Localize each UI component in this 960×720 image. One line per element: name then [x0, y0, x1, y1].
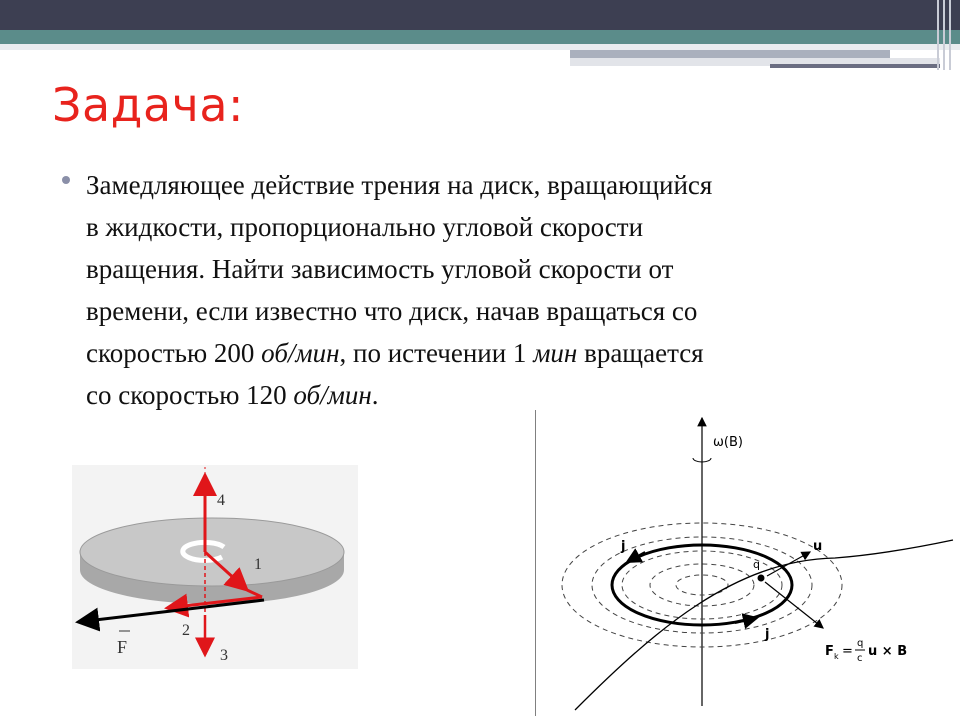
label-3: 3: [220, 647, 228, 664]
label-j-top: j: [621, 539, 626, 554]
j-arrow-top: [627, 552, 645, 562]
slide-title: Задача:: [52, 78, 245, 132]
formula-sub-k: k: [834, 652, 839, 661]
formula-F: F: [825, 644, 834, 659]
disk-top: [80, 518, 344, 586]
decorative-bar: [570, 50, 890, 58]
problem-line-3: вращения. Найти зависимость угловой скорости от: [86, 254, 674, 284]
label-q: q: [753, 558, 760, 571]
label-F: F: [117, 637, 128, 657]
formula-den-c: c: [857, 653, 863, 664]
label-1: 1: [254, 556, 262, 573]
problem-line-2: в жидкости, пропорционально угловой скорости: [86, 212, 644, 242]
lorentz-formula: [825, 638, 907, 664]
decorative-bar-dark: [770, 64, 940, 68]
charge-q: [758, 575, 765, 582]
problem-text: [86, 164, 906, 416]
label-j-bottom: j: [765, 627, 770, 642]
problem-line-1: Замедляющее действие трения на диск, вращающийся: [86, 170, 713, 200]
field-figure: [535, 410, 955, 716]
line5-a: скоростью 200: [86, 338, 262, 368]
formula-equals: =: [842, 644, 853, 659]
line5-b: , по истечении 1: [339, 338, 534, 368]
line6-a: со скоростью 120: [86, 380, 294, 410]
label-2: 2: [182, 622, 190, 639]
unit-min: мин: [533, 338, 578, 368]
decorative-vertical-lines: [932, 0, 960, 70]
problem-line-4: времени, если известно что диск, начав вращаться со: [86, 296, 698, 326]
label-4: 4: [217, 492, 225, 509]
label-u: u: [813, 539, 823, 554]
disk-figure: [72, 465, 358, 669]
formula-num-q: q: [857, 638, 864, 649]
formula-rhs: u × B: [868, 644, 908, 659]
line5-c: вращается: [577, 338, 704, 368]
label-omega: ω(B): [713, 435, 743, 450]
decorative-stripe: [0, 30, 960, 44]
unit-rpm-2: об/мин: [293, 380, 372, 410]
top-bar: [0, 0, 960, 30]
line6-b: .: [371, 380, 379, 410]
unit-rpm-1: об/мин: [261, 338, 340, 368]
bullet-dot: [62, 176, 70, 184]
problem-line-5: [86, 332, 906, 374]
